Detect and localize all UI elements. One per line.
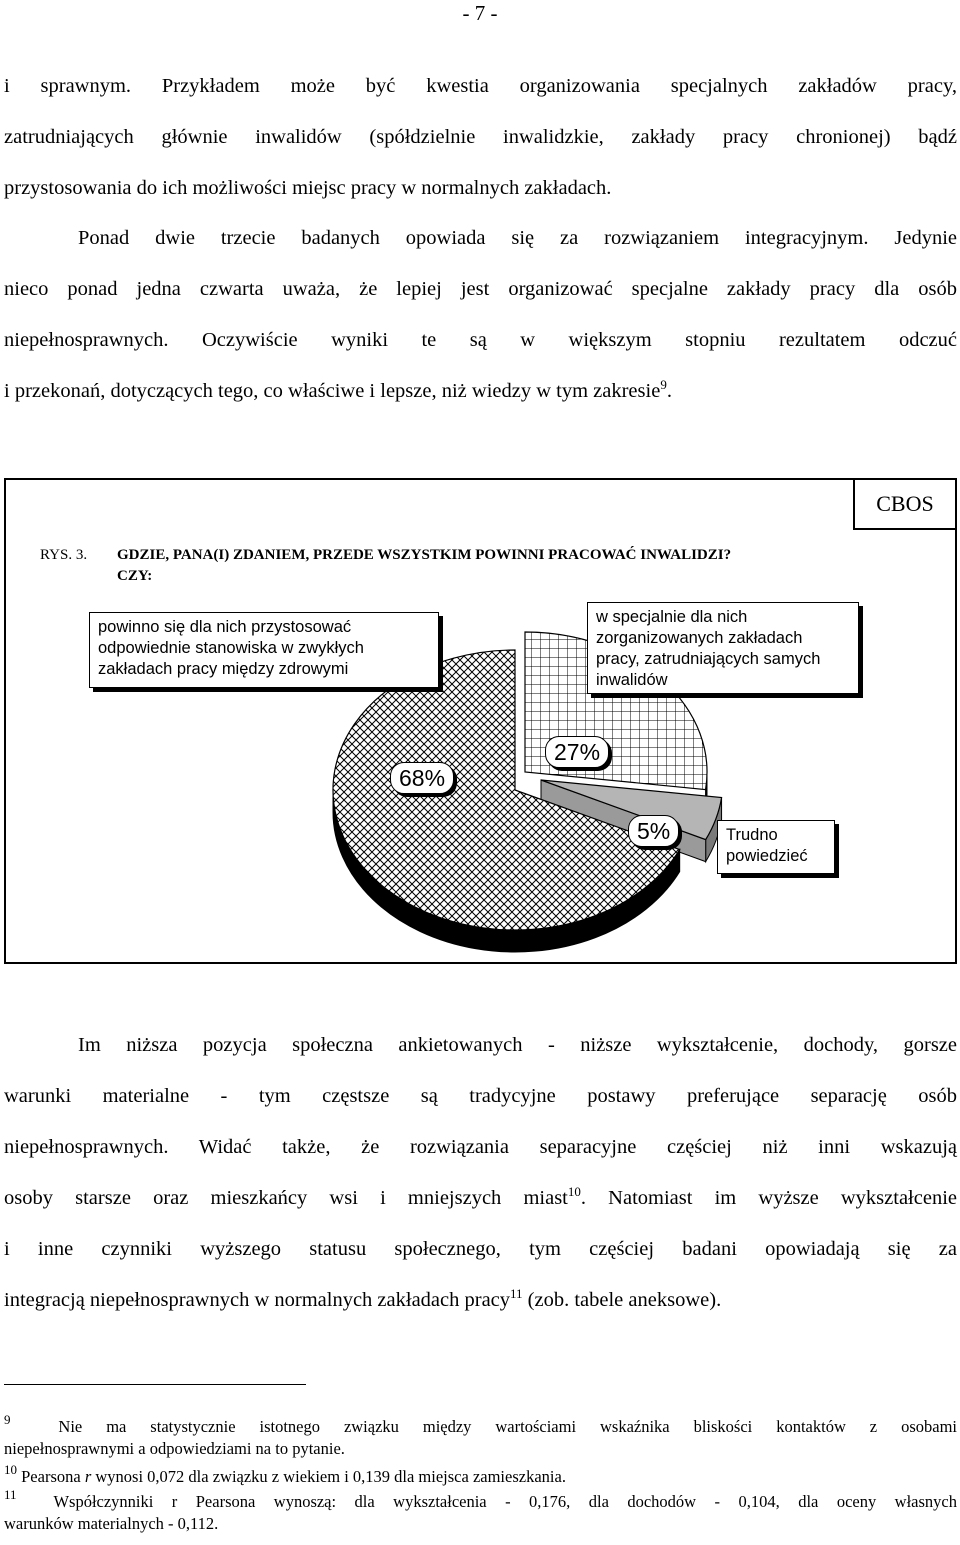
- footnote-9-line: [4, 1412, 958, 1438]
- footnote-10: [4, 1462, 957, 1488]
- paragraph-2-text: i przekonań, dotyczących tego, co właściwe i lepsze, niż wiedzy w tym zakresie: [4, 380, 661, 402]
- footnote-separator: [4, 1384, 306, 1385]
- footnote-ref-10: 10: [567, 1184, 581, 1199]
- data-label-27: 27%: [545, 736, 609, 768]
- footnote-11-line: warunków materialnych - 0,112.: [4, 1514, 219, 1533]
- paragraph-2-line: nieco ponad jedna czwarta uważa, że lepiej jest organizować specjalne zakłady pracy dla osób: [4, 278, 957, 300]
- paragraph-3-text: osoby starsze oraz mieszkańcy wsi i mniejszych miast: [4, 1187, 568, 1209]
- paragraph-3-line: [4, 1275, 957, 1326]
- data-label-5: 5%: [628, 815, 679, 847]
- data-label-68: 68%: [390, 762, 454, 794]
- paragraph-2-line: niepełnosprawnych. Oczywiście wyniki te są w większym stopniu rezultatem odczuć: [4, 329, 957, 351]
- callout-special: [587, 602, 859, 694]
- paragraph-3-line: Im niższa pozycja społeczna ankietowanych - niższe wykształcenie, dochody, gorsze: [78, 1034, 957, 1056]
- paragraph-3-line: i inne czynniki wyższego statusu społecznego, tym częściej badani opowiadają się za: [4, 1238, 957, 1260]
- callout-hard-to-say: [717, 820, 835, 874]
- paragraph-3-text: integracją niepełnosprawnych w normalnych zakładach pracy: [4, 1289, 511, 1311]
- footnote-11-number: 11: [4, 1487, 17, 1502]
- paragraph-1-line: i sprawnym. Przykładem może być kwestia organizowania specjalnych zakładów pracy,: [4, 75, 957, 97]
- paragraph-3-line: [4, 1173, 957, 1224]
- period: .: [666, 380, 672, 402]
- footnote-11-line: [4, 1487, 957, 1513]
- callout-special-text: w specjalnie dla nich zorganizowanych zakładach pracy, zatrudniających samych inwalidów: [596, 608, 821, 689]
- footnote-10-r: r: [84, 1467, 92, 1486]
- figure-title-line-2: CZY:: [117, 568, 153, 584]
- figure-label: RYS. 3.: [40, 547, 88, 563]
- footnote-10-line: [4, 1462, 957, 1488]
- paragraph-3-line: niepełnosprawnych. Widać także, że rozwiązania separacyjne częściej niż inni wskazują: [4, 1136, 957, 1158]
- footnote-9-text: Nie ma statystycznie istotnego związku między wartościami wskaźnika bliskości kontaktów z osobami: [58, 1417, 958, 1436]
- paragraph-1-line: przystosowania do ich możliwości miejsc pracy w normalnych zakładach.: [4, 177, 612, 199]
- footnote-10-number: 10: [4, 1462, 17, 1477]
- paragraph-3-line: warunki materialne - tym częstsze są tradycyjne postawy preferujące separację osób: [4, 1085, 957, 1107]
- footnote-11: [4, 1487, 957, 1535]
- paragraph-3-text: (zob. tabele aneksowe).: [522, 1289, 722, 1311]
- paragraph-1-line: zatrudniających głównie inwalidów (spółdzielnie inwalidzkie, zakłady pracy chronionej) bądź: [4, 126, 957, 148]
- footnote-9-number: 9: [4, 1412, 11, 1427]
- footnote-11-text: Współczynniki r Pearsona wynoszą: dla wykształcenia - 0,176, dla dochodów - 0,104, dla oceny własnych: [53, 1492, 957, 1511]
- footnote-10-text: wynosi 0,072 dla związku z wiekiem i 0,139 dla miejsca zamieszkania.: [91, 1467, 566, 1486]
- figure-title: GDZIE, PANA(I) ZDANIEM, PRZEDE WSZYSTKIM POWINNI PRACOWAĆ INWALIDZI?: [117, 547, 732, 563]
- footnote-9: [4, 1412, 958, 1460]
- paragraph-2-line: Ponad dwie trzecie badanych opowiada się za rozwiązaniem integracyjnym. Jedynie: [78, 227, 957, 249]
- footnote-ref-11: 11: [510, 1286, 523, 1301]
- callout-hard-to-say-text: Trudno powiedzieć: [726, 826, 808, 865]
- callout-integrated: [89, 612, 439, 688]
- source-badge: CBOS: [853, 478, 957, 530]
- callout-integrated-text: powinno się dla nich przystosować odpowiednie stanowiska w zwykłych zakładach pracy między zdrowymi: [98, 618, 364, 678]
- footnote-9-line: niepełnosprawnymi a odpowiedziami na to pytanie.: [4, 1439, 345, 1458]
- paragraph-3: [4, 1020, 957, 1326]
- page-number: - 7 -: [462, 1, 498, 25]
- footnote-ref-9: 9: [660, 377, 667, 392]
- paragraph-3-text: . Natomiast im wyższe wykształcenie: [580, 1187, 957, 1209]
- footnote-10-text: Pearsona: [21, 1467, 85, 1486]
